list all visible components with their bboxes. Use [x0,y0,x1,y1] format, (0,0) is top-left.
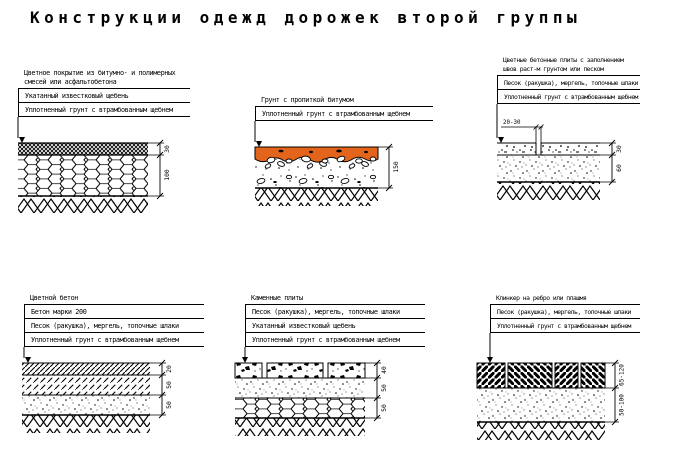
material-label: Уплотненный грунт с втрамбованным щебнем [25,333,204,347]
material-label: Цветные бетонные плиты с заполнением швов раст-м грунтом или песком [497,53,640,76]
stone-slab [235,363,262,378]
layer-ground [497,182,600,200]
material-label: Цветное покрытие из битумно- и полимерных смесей или асфальтобетона [18,66,190,89]
callout-panel-4 [24,291,204,347]
callout-panel-6 [490,291,640,333]
material-label: Уплотненный грунт с втрамбованным щебнем [498,90,640,104]
dimension [605,360,626,425]
layer-ground [22,415,150,433]
section-panel-3 [493,104,653,210]
layer-sand-base [235,378,365,398]
layer-ground [477,422,605,440]
dim-label: 50 [380,404,388,412]
dim-label: 20-30 [503,120,521,126]
dim-label: 65-120 [618,364,626,386]
callout-panel-1 [18,66,190,117]
dim-label: 50-100 [618,394,626,416]
clinker-block [581,363,605,388]
dim-label: 20 [165,365,173,373]
material-label: Песок (ракушка), мергель, топочные шлаки [498,76,640,90]
material-label: Грунт с пропиткой битумом [255,93,433,107]
dim-label: 30 [615,145,623,153]
layer-colored-concrete [22,363,150,375]
dim-label: 50 [165,381,173,389]
material-label: Песок (ракушка), мергель, топочные шлаки [491,305,640,319]
material-label: Уплотненный грунт с втрамбованным щебнем [19,103,190,117]
material-label: Уплотненный грунт с втрамбованным щебнем [491,319,640,333]
section-panel-1 [14,117,184,225]
layer-bitumen-coating [18,143,148,155]
leader-arrow-icon [487,357,493,363]
leader-arrow-icon [19,137,25,143]
material-label: Укатанный известковый щебень [246,319,425,333]
material-label: Песок (ракушка), мергель, топочные шлаки [246,305,425,319]
callout-panel-2 [255,93,433,121]
layer-concrete-slab [541,143,600,155]
layer-sand-base [477,388,605,422]
dimension [150,360,173,418]
material-label: Клинкер на ребро или плашмя [490,291,640,305]
layer-ground [235,418,365,436]
dim-label: 60 [615,164,623,172]
dimension [365,360,388,421]
material-label: Уплотненный грунт с втрамбованным щебнем [256,107,433,121]
drawing-title: Конструкции одежд дорожек второй группы [30,8,582,27]
stone-slab [328,363,365,378]
callout-panel-3 [497,53,640,104]
layer-sand-base [497,155,600,182]
layer-concrete-200 [22,375,150,395]
clinker-block [477,363,505,388]
dimension [600,140,623,185]
dim-label: 150 [392,161,400,173]
leader-arrow-icon [25,357,31,363]
leader-arrow-icon [498,137,504,143]
dim-label: 50 [380,384,388,392]
material-label: Каменные плиты [245,291,425,305]
dim-label: 50 [165,401,173,409]
section-panel-5 [233,347,408,449]
joint-dimension [501,120,544,143]
callout-panel-5 [245,291,425,347]
layer-ground [255,188,378,206]
layer-ground [18,196,148,214]
material-label: Уплотненный грунт с втрамбованным щебнем [246,333,425,347]
section-panel-2 [251,121,426,225]
section-panel-6 [475,333,640,449]
material-label: Укатанный известковый щебень [19,89,190,103]
material-label: Песок (ракушка), мергель, топочные шлаки [25,319,204,333]
dim-label: 100 [163,169,171,181]
leader-arrow-icon [256,141,262,147]
clinker-block [508,363,552,388]
material-label: Бетон марки 200 [25,305,204,319]
dimension [148,140,171,199]
material-label: Цветной бетон [24,291,204,305]
layer-concrete-slab [497,143,536,155]
stone-slab [267,363,323,378]
dim-label: 40 [380,366,388,374]
layer-crushed-stone [235,398,365,418]
dimension [378,144,400,191]
layer-sand-base [22,395,150,415]
section-panel-4 [20,347,190,449]
dim-label: 30 [163,145,171,153]
clinker-block [555,363,578,388]
layer-limestone-crushed-stone [18,155,148,196]
leader-arrow-icon [242,357,248,363]
